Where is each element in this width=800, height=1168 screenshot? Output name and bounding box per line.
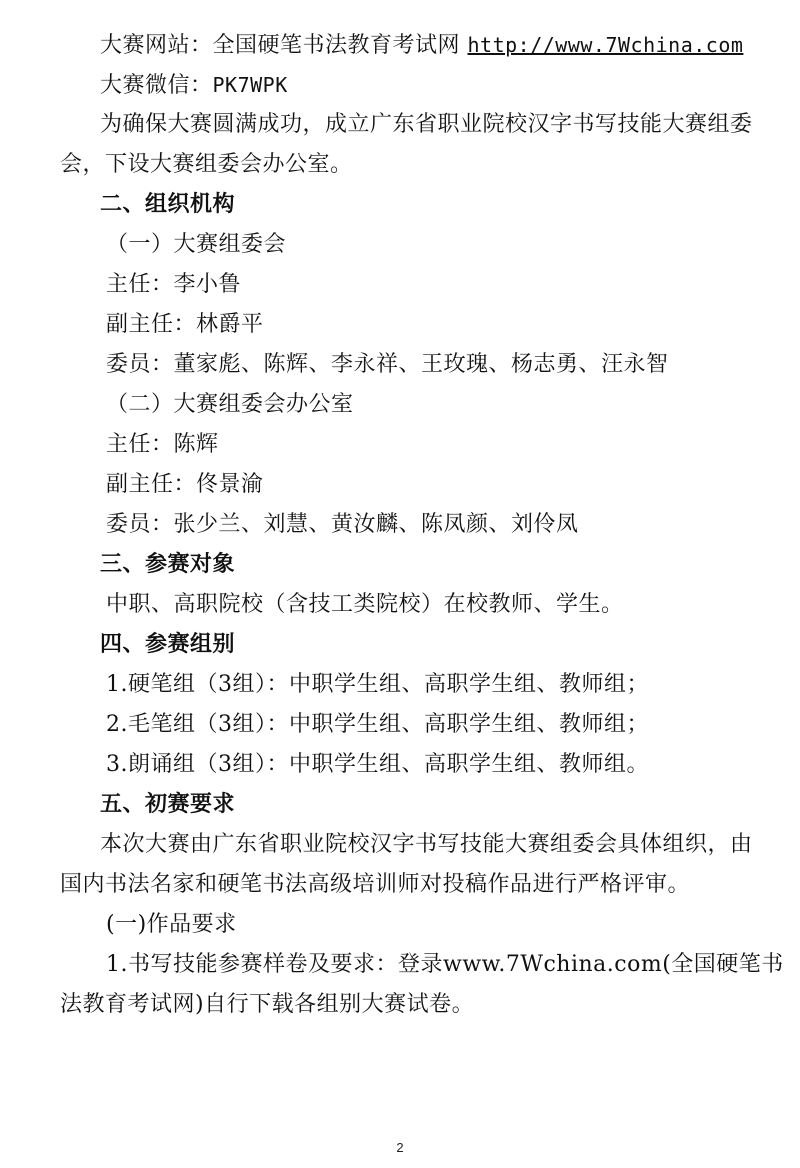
section-5-sub-1: (一)作品要求 <box>106 912 237 937</box>
wechat-label: 大赛微信： <box>100 73 213 98</box>
requirement-item-line-2: 法教育考试网)自行下载各组别大赛试卷。 <box>60 992 475 1017</box>
intro-line-1: 为确保大赛圆满成功，成立广东省职业院校汉字书写技能大赛组委 <box>100 112 753 137</box>
committee-members: 委员：董家彪、陈辉、李永祥、王玫瑰、杨志勇、汪永智 <box>106 352 669 377</box>
office-members: 委员：张少兰、刘慧、黄汝麟、陈凤颜、刘伶凤 <box>106 512 579 537</box>
office-deputy: 副主任：佟景渝 <box>106 472 264 497</box>
page-number: 2 <box>396 1140 404 1155</box>
website-label: 大赛网站：全国硬笔书法教育考试网 <box>100 33 468 58</box>
committee-deputy: 副主任：林爵平 <box>106 312 264 337</box>
section-5-heading: 五、初赛要求 <box>100 792 236 817</box>
section-5-para-line-1: 本次大赛由广东省职业院校汉字书写技能大赛组委会具体组织，由 <box>100 832 753 857</box>
wechat-line <box>100 70 790 101</box>
group-item: 1.硬笔组（3组）：中职学生组、高职学生组、教师组； <box>106 672 649 697</box>
requirement-item-line-1: 1.书写技能参赛样卷及要求：登录www.7Wchina.com(全国硬笔书 <box>106 952 784 977</box>
section-2-heading: 二、组织机构 <box>100 192 236 217</box>
section-2-sub-1: （一）大赛组委会 <box>106 232 287 257</box>
group-item: 2.毛笔组（3组）：中职学生组、高职学生组、教师组； <box>106 712 649 737</box>
section-2-sub-2: （二）大赛组委会办公室 <box>106 392 354 417</box>
committee-director: 主任：李小鲁 <box>106 272 242 297</box>
group-item: 3.朗诵组（3组）：中职学生组、高职学生组、教师组。 <box>106 752 649 777</box>
section-4-heading: 四、参赛组别 <box>100 632 236 657</box>
section-5-para-line-2: 国内书法名家和硬笔书法高级培训师对投稿作品进行严格评审。 <box>60 872 691 897</box>
section-3-heading: 三、参赛对象 <box>100 552 236 577</box>
section-3-text: 中职、高职院校（含技工类院校）在校教师、学生。 <box>106 592 624 617</box>
website-link[interactable]: http://www.7Wchina.com <box>467 33 744 57</box>
intro-line-2: 会，下设大赛组委会办公室。 <box>60 152 353 177</box>
wechat-id: PK7WPK <box>212 73 288 97</box>
office-director: 主任：陈辉 <box>106 432 219 457</box>
website-line <box>100 30 790 61</box>
